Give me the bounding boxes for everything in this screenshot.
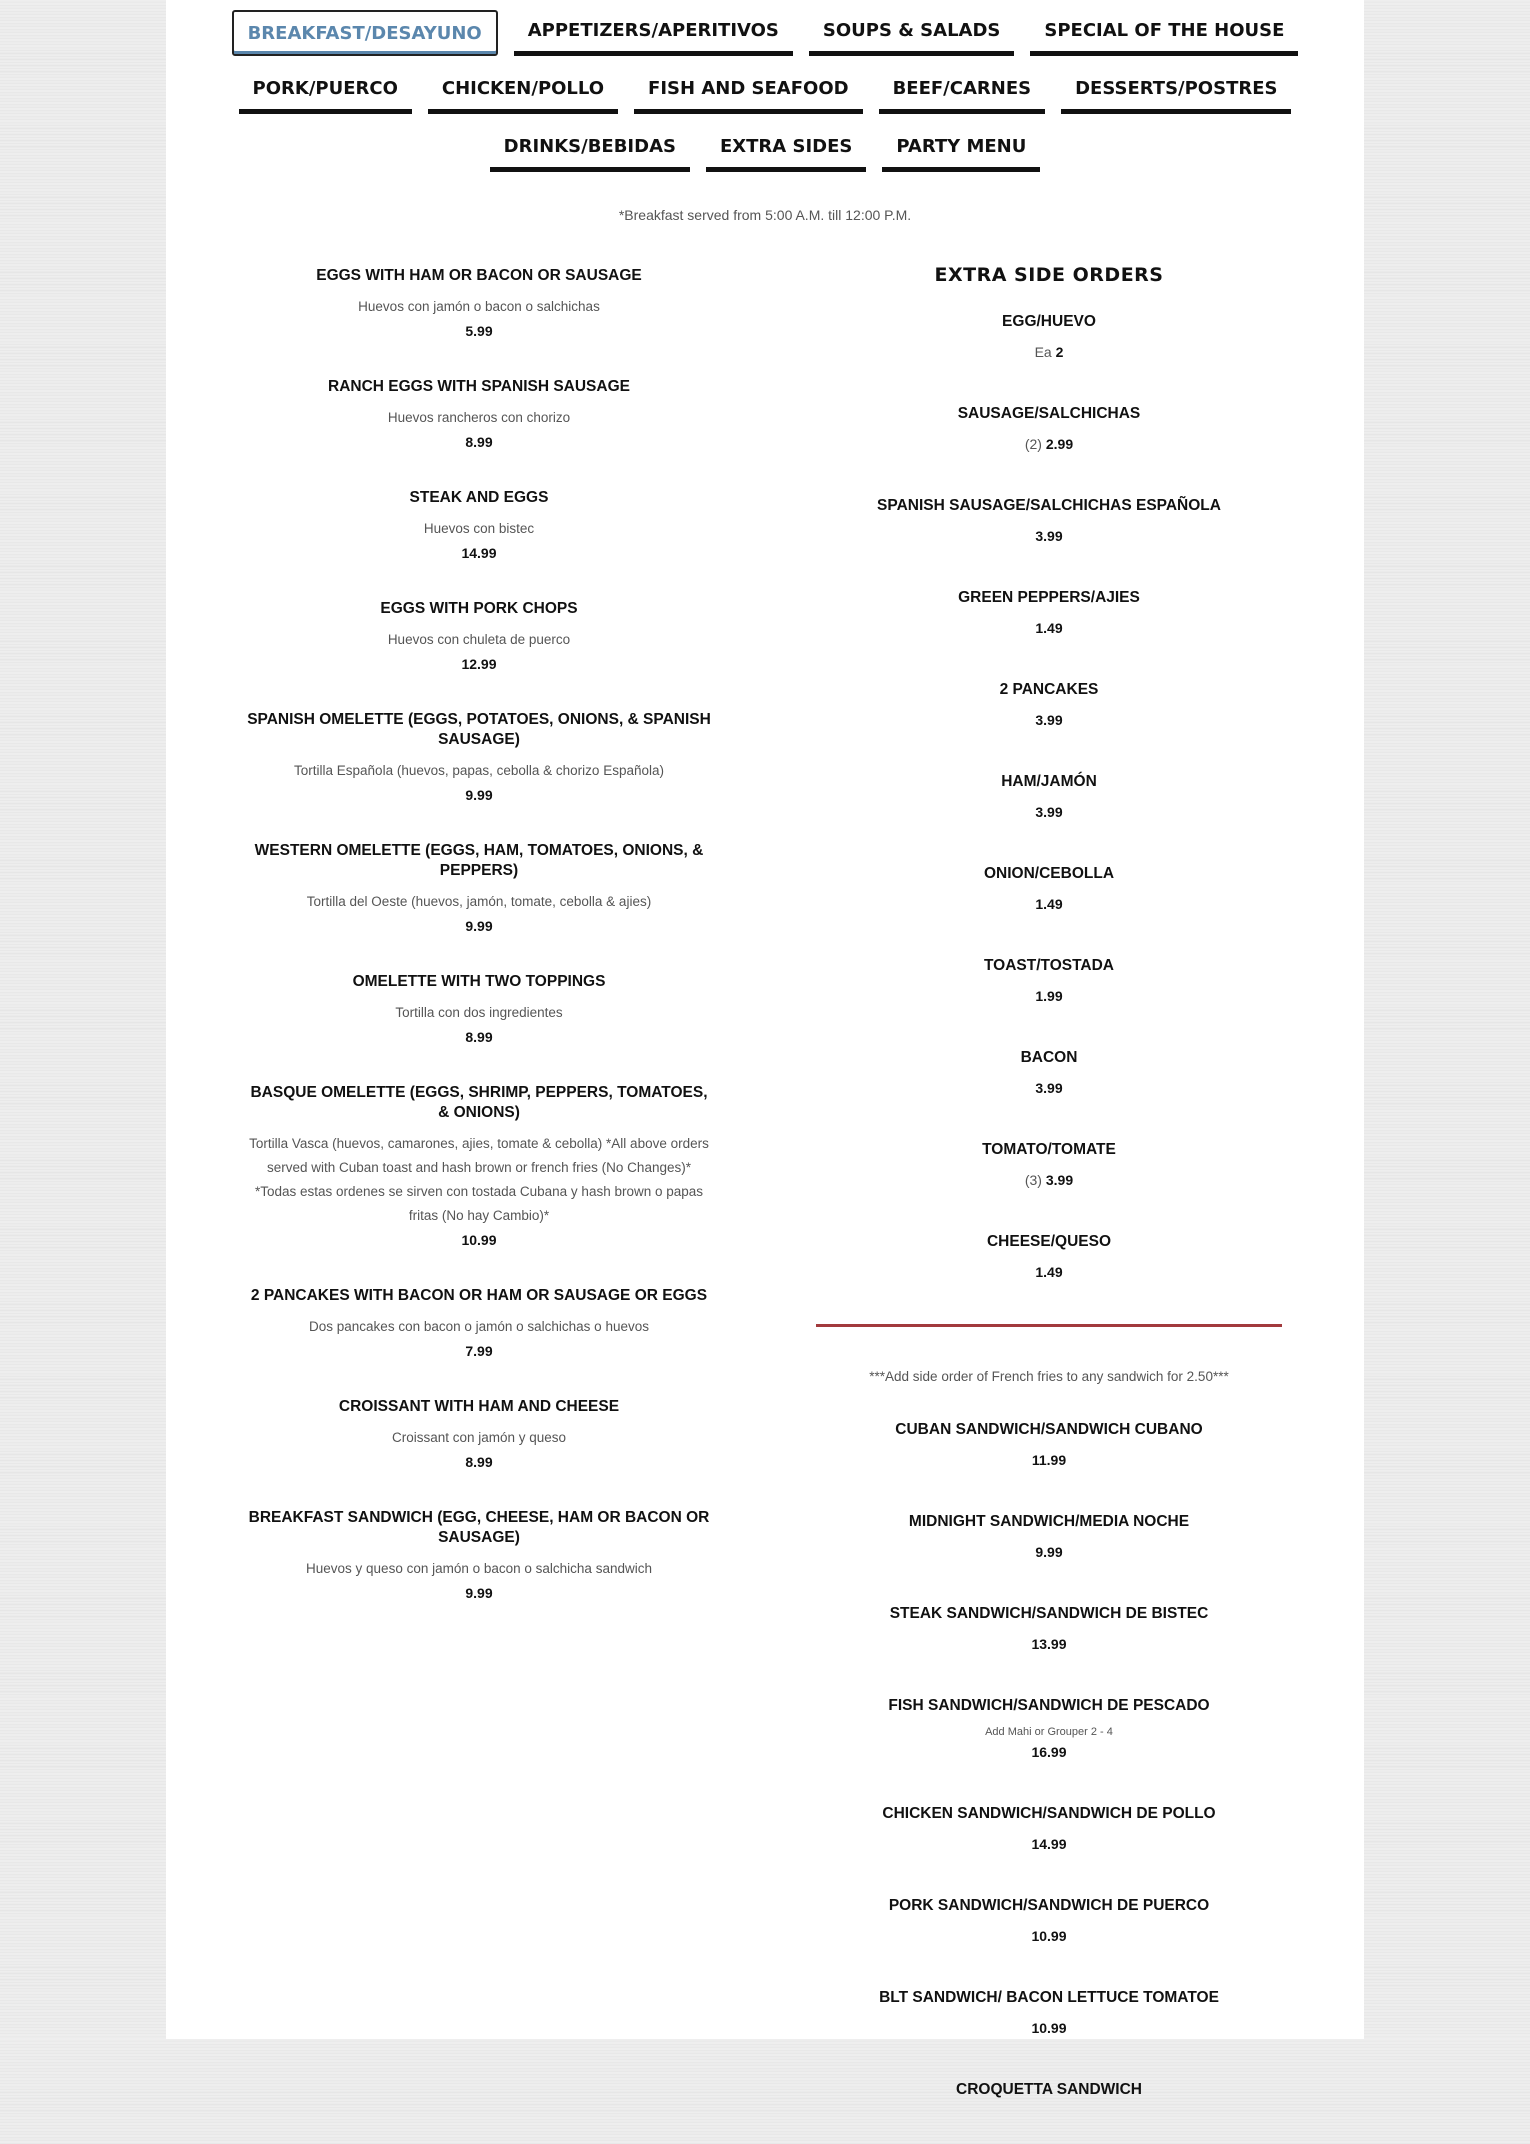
side-item-name: CHEESE/QUESO xyxy=(986,1233,1112,1250)
sandwich-name: CHICKEN SANDWICH/SANDWICH DE POLLO xyxy=(882,1805,1216,1822)
tab-pork[interactable]: PORK/PUERCO xyxy=(239,68,412,114)
side-item xyxy=(816,1232,1282,1280)
menu-item-name: EGGS WITH HAM OR BACON OR SAUSAGE xyxy=(316,267,642,284)
sandwich-price-line xyxy=(816,1744,1282,1760)
tab-breakfast[interactable] xyxy=(232,10,498,56)
side-item-name: ONION/CEBOLLA xyxy=(983,865,1115,882)
side-item-price: 1.99 xyxy=(1035,988,1063,1004)
sides-column xyxy=(816,264,1282,2144)
sandwich-addon-note: Add Mahi or Grouper 2 - 4 xyxy=(985,1726,1113,1738)
menu-item-name: RANCH EGGS WITH SPANISH SAUSAGE xyxy=(328,378,630,395)
menu-item-price: 7.99 xyxy=(465,1343,493,1359)
side-item-price-line xyxy=(816,436,1282,452)
side-item xyxy=(816,680,1282,728)
tab-appetizers[interactable]: APPETIZERS/APERITIVOS xyxy=(514,10,793,56)
side-item-name: SPANISH SAUSAGE/SALCHICHAS ESPAÑOLA xyxy=(877,497,1221,514)
side-item-price-line xyxy=(816,1080,1282,1096)
side-item xyxy=(816,588,1282,636)
menu-item-name: STEAK AND EGGS xyxy=(409,489,549,506)
menu-item-price: 9.99 xyxy=(465,918,493,934)
menu-item-name: OMELETTE WITH TWO TOPPINGS xyxy=(352,973,606,990)
menu-item-price: 8.99 xyxy=(465,434,493,450)
fries-note: ***Add side order of French fries to any sandwich for 2.50*** xyxy=(869,1369,1229,1384)
sandwich-name: CUBAN SANDWICH/SANDWICH CUBANO xyxy=(895,1421,1203,1438)
side-item-price: 3.99 xyxy=(1035,712,1063,728)
side-item-price-line xyxy=(816,988,1282,1004)
side-item-quantity: (2) xyxy=(1024,436,1042,452)
side-item xyxy=(816,404,1282,452)
tab-label: BREAKFAST/DESAYUNO xyxy=(247,22,482,44)
menu-item xyxy=(246,710,712,803)
sandwich-name: MIDNIGHT SANDWICH/MEDIA NOCHE xyxy=(908,1513,1190,1530)
menu-item-price: 14.99 xyxy=(461,545,497,561)
extra-sides-title: EXTRA SIDE ORDERS xyxy=(934,264,1164,286)
side-item-price: 3.99 xyxy=(1035,804,1063,820)
menu-item-name: EGGS WITH PORK CHOPS xyxy=(380,600,578,617)
sandwich-price-line xyxy=(816,1836,1282,1852)
sandwich-price: 10.99 xyxy=(1031,1928,1067,1944)
menu-item-name: SPANISH OMELETTE (EGGS, POTATOES, ONIONS, & SPANISH SAUSAGE) xyxy=(247,711,711,748)
side-item xyxy=(816,1048,1282,1096)
side-item-price-line xyxy=(816,1172,1282,1188)
side-item-price-line xyxy=(816,804,1282,820)
menu-item-description: Croissant con jamón y queso xyxy=(391,1430,567,1445)
sandwich-price-line xyxy=(816,1544,1282,1560)
menu-item-name: CROISSANT WITH HAM AND CHEESE xyxy=(338,1398,620,1415)
menu-item-name: BREAKFAST SANDWICH (EGG, CHEESE, HAM OR BACON OR SAUSAGE) xyxy=(248,1509,710,1546)
side-item-quantity: Ea xyxy=(1034,344,1052,360)
side-item-price: 1.49 xyxy=(1035,1264,1063,1280)
tab-special-of-the-house[interactable]: SPECIAL OF THE HOUSE xyxy=(1030,10,1298,56)
side-item-name: GREEN PEPPERS/AJIES xyxy=(958,589,1140,606)
sandwich-price-line xyxy=(816,1928,1282,1944)
sandwich-name: CROQUETTA SANDWICH xyxy=(956,2081,1142,2098)
sandwich-name: BLT SANDWICH/ BACON LETTUCE TOMATOE xyxy=(879,1989,1219,2006)
menu-item xyxy=(246,1397,712,1470)
side-item xyxy=(816,772,1282,820)
sandwich-item xyxy=(816,1420,1282,1468)
side-item-price-line xyxy=(816,712,1282,728)
sandwich-item xyxy=(816,1512,1282,1560)
menu-item-price: 10.99 xyxy=(461,1232,497,1248)
sandwich-price: 10.99 xyxy=(1031,2020,1067,2036)
tab-desserts[interactable]: DESSERTS/POSTRES xyxy=(1061,68,1291,114)
tab-extra-sides[interactable]: EXTRA SIDES xyxy=(706,126,866,172)
sandwich-price: 9.99 xyxy=(1035,1544,1063,1560)
side-item-quantity: (3) xyxy=(1024,1172,1042,1188)
sandwich-item xyxy=(816,2080,1282,2100)
menu-item-price: 9.99 xyxy=(465,787,493,803)
menu-item-description: Huevos con chuleta de puerco xyxy=(387,632,571,647)
menu-item-price: 12.99 xyxy=(461,656,497,672)
sandwich-price-line xyxy=(816,2020,1282,2036)
tab-beef[interactable]: BEEF/CARNES xyxy=(879,68,1046,114)
menu-item-price: 8.99 xyxy=(465,1454,493,1470)
sandwich-item xyxy=(816,1896,1282,1944)
menu-item-price: 5.99 xyxy=(465,323,493,339)
side-item-price: 3.99 xyxy=(1035,1080,1063,1096)
sandwich-price-line xyxy=(816,1452,1282,1468)
sandwich-name: PORK SANDWICH/SANDWICH DE PUERCO xyxy=(888,1897,1210,1914)
sandwich-price: 13.99 xyxy=(1031,1636,1067,1652)
side-item-price-line xyxy=(816,1264,1282,1280)
tab-soups-salads[interactable]: SOUPS & SALADS xyxy=(809,10,1014,56)
tab-drinks[interactable]: DRINKS/BEBIDAS xyxy=(490,126,690,172)
menu-tabs-row-3 xyxy=(166,126,1364,172)
tab-chicken[interactable]: CHICKEN/POLLO xyxy=(428,68,618,114)
menu-item xyxy=(246,1508,712,1601)
sandwich-list xyxy=(816,1420,1282,2100)
menu-item-description: Tortilla del Oeste (huevos, jamón, tomate, cebolla & ajies) xyxy=(306,894,652,909)
menu-tabs-row-2 xyxy=(166,68,1364,114)
menu-item-description: Huevos con jamón o bacon o salchichas xyxy=(358,299,600,314)
menu-tabs-row-1 xyxy=(166,10,1364,56)
side-item-name: TOAST/TOSTADA xyxy=(983,957,1115,974)
side-item-price: 1.49 xyxy=(1035,896,1063,912)
breakfast-hours-note: *Breakfast served from 5:00 A.M. till 12:00 P.M. xyxy=(618,207,912,223)
menu-item-name: BASQUE OMELETTE (EGGS, SHRIMP, PEPPERS, TOMATOES, & ONIONS) xyxy=(250,1084,708,1121)
side-item xyxy=(816,1140,1282,1188)
menu-item xyxy=(246,488,712,561)
tab-fish-seafood[interactable]: FISH AND SEAFOOD xyxy=(634,68,863,114)
side-item-price: 3.99 xyxy=(1045,1172,1074,1188)
breakfast-column xyxy=(246,266,712,1639)
sandwich-price: 16.99 xyxy=(1031,1744,1067,1760)
menu-item-description: Tortilla con dos ingredientes xyxy=(395,1005,563,1020)
sandwich-price-line xyxy=(816,1636,1282,1652)
side-item-price-line xyxy=(816,344,1282,360)
side-item-price: 2 xyxy=(1055,344,1064,360)
menu-item-price: 9.99 xyxy=(465,1585,493,1601)
menu-item-description: Dos pancakes con bacon o jamón o salchichas o huevos xyxy=(309,1319,649,1334)
menu-item-price: 8.99 xyxy=(465,1029,493,1045)
side-item xyxy=(816,496,1282,544)
sandwich-item xyxy=(816,1804,1282,1852)
side-item-price: 2.99 xyxy=(1045,436,1074,452)
menu-item xyxy=(246,377,712,450)
menu-item-description: Tortilla Española (huevos, papas, cebolla & chorizo Española) xyxy=(294,763,664,778)
side-item-name: HAM/JAMÓN xyxy=(1001,773,1097,790)
menu-item xyxy=(246,841,712,934)
sandwich-name: FISH SANDWICH/SANDWICH DE PESCADO xyxy=(888,1697,1210,1714)
menu-page xyxy=(166,0,1364,2098)
menu-item xyxy=(246,1083,712,1248)
tab-party-menu[interactable]: PARTY MENU xyxy=(882,126,1040,172)
menu-item xyxy=(246,266,712,339)
section-divider xyxy=(816,1324,1282,1327)
side-item-price: 3.99 xyxy=(1035,528,1063,544)
sandwich-item xyxy=(816,1696,1282,1760)
menu-item-description: Huevos con bistec xyxy=(423,521,535,536)
side-item xyxy=(816,312,1282,360)
side-item-price-line xyxy=(816,528,1282,544)
menu-item-name: WESTERN OMELETTE (EGGS, HAM, TOMATOES, ONIONS, & PEPPERS) xyxy=(254,842,704,879)
menu-item xyxy=(246,1286,712,1359)
sandwich-item xyxy=(816,1604,1282,1652)
side-item xyxy=(816,956,1282,1004)
menu-item xyxy=(246,972,712,1045)
side-item-name: 2 PANCAKES xyxy=(999,681,1099,698)
sandwich-price: 14.99 xyxy=(1031,1836,1067,1852)
side-item-name: SAUSAGE/SALCHICHAS xyxy=(957,405,1141,422)
extra-sides-list xyxy=(816,312,1282,1280)
menu-item xyxy=(246,599,712,672)
side-item-name: BACON xyxy=(1020,1049,1078,1066)
side-item-name: EGG/HUEVO xyxy=(1002,313,1096,330)
side-item-price-line xyxy=(816,620,1282,636)
menu-item-description: Huevos rancheros con chorizo xyxy=(387,410,571,425)
side-item xyxy=(816,864,1282,912)
side-item-name: TOMATO/TOMATE xyxy=(982,1141,1116,1158)
sandwich-name: STEAK SANDWICH/SANDWICH DE BISTEC xyxy=(889,1605,1209,1622)
side-item-price: 1.49 xyxy=(1035,620,1063,636)
menu-item-description: Tortilla Vasca (huevos, camarones, ajies, tomate & cebolla) *All above orders served with Cuban toast and hash brown or french fries (No Changes)* *Todas estas ordenes se sirven con tostada Cubana y hash brown o papas fritas (No hay Cambio)* xyxy=(249,1136,709,1223)
sandwich-item xyxy=(816,1988,1282,2036)
side-item-price-line xyxy=(816,896,1282,912)
menu-item-description: Huevos y queso con jamón o bacon o salchicha sandwich xyxy=(306,1561,652,1576)
sandwich-price: 11.99 xyxy=(1031,1452,1067,1468)
menu-item-name: 2 PANCAKES WITH BACON OR HAM OR SAUSAGE OR EGGS xyxy=(250,1287,708,1304)
